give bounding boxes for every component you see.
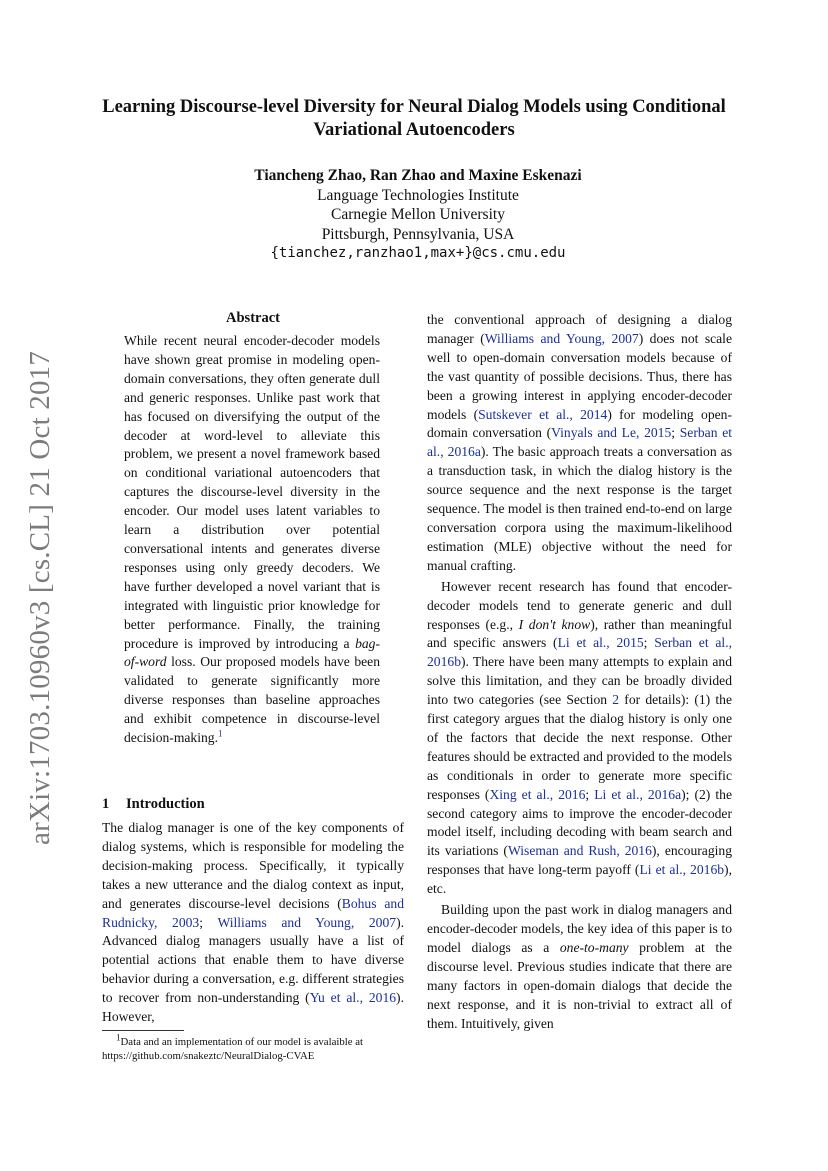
text-run: the conventional approach of designing a dialog manager ( <box>427 312 732 346</box>
text-run: ; <box>643 635 655 651</box>
affiliation-institute: Language Technologies Institute <box>317 186 519 204</box>
right-paragraph-1 <box>427 311 732 576</box>
citation-link[interactable]: Williams and Young, 2007 <box>484 330 639 346</box>
footnote-marker-link[interactable]: 1 <box>218 728 223 739</box>
right-paragraph-3 <box>427 901 732 1033</box>
citation-link[interactable]: Li et al., 2015 <box>557 635 644 651</box>
citation-link[interactable]: Serban et al., 2016b <box>427 635 733 670</box>
text-run: ); (2) the second category aims to improve the encoder-decoder model itself, including decoding with beam search and its variations ( <box>427 786 732 859</box>
section-heading <box>102 796 205 813</box>
footnote-divider <box>102 1030 184 1031</box>
emphasis: I don't know <box>518 616 591 632</box>
text-run: Building upon the past work in dialog managers and encoder-decoder models, the key idea of this paper is to model dialogs as a <box>427 902 732 955</box>
citation-link[interactable]: Williams and Young, 2007 <box>217 914 397 930</box>
arxiv-side-stamp: arXiv:1703.10960v3 [cs.CL] 21 Oct 2017 <box>24 350 56 845</box>
citation-link[interactable]: Li et al., 2016b <box>639 862 725 878</box>
footnote <box>102 1032 406 1063</box>
citation-link[interactable]: Li et al., 2016a <box>594 786 682 802</box>
emphasis: one-to-many <box>559 939 629 955</box>
footnote-url[interactable]: https://github.com/snakeztc/NeuralDialog-CVAE <box>102 1050 315 1062</box>
text-run: ), rather than meaningful and specific answers ( <box>427 616 732 651</box>
footnote-line-1: Data and an implementation of our model is avalaible at <box>120 1036 364 1048</box>
citation-link[interactable]: Yu et al., 2016 <box>309 990 397 1006</box>
text-run: ). Advanced dialog managers usually have a list of potential actions that enable them to have diverse behavior during a conversation, e.g. different strategies to recover from non-understanding ( <box>102 914 404 1006</box>
text-run: ), encouraging responses that have long-term payoff ( <box>427 843 733 878</box>
text-run: problem at the discourse level. Previous studies indicate that there are many factors in open-domain dialogs that decide the next response, and it is non-trivial to extract all of them. Intuitively, given <box>427 939 732 1031</box>
citation-link[interactable]: Vinyals and Le, 2015 <box>551 425 672 441</box>
affiliation-location: Pittsburgh, Pennsylvania, USA <box>321 225 515 243</box>
text-run: ), etc. <box>427 862 732 897</box>
citation-link[interactable]: Bohus and Rudnicky, 2003 <box>102 895 404 930</box>
author-names: Tiancheng Zhao, Ran Zhao and Maxine Eskenazi <box>254 167 582 184</box>
text-run: ; <box>585 786 595 802</box>
text-run: The dialog manager is one of the key components of dialog systems, which is responsible for modeling the decision-making process. Specifically, it typically takes a new utterance and the dialog context as input, and generates discourse-level decisions ( <box>102 820 404 911</box>
abstract-part-2: loss. Our proposed models have been validated to generate significantly more diverse responses than baseline approaches and exhibit competence in discourse-level decision-making. <box>124 654 380 746</box>
citation-link[interactable]: Wiseman and Rush, 2016 <box>507 843 652 859</box>
right-column-text <box>427 311 732 1033</box>
section-number: 1 <box>102 796 110 812</box>
intro-paragraph-left <box>102 819 404 1027</box>
citation-link[interactable]: Serban et al., 2016a <box>427 425 733 460</box>
abstract-emphasis: bag-of-word <box>124 635 380 670</box>
abstract-text <box>124 332 380 748</box>
abstract-part-1: While recent neural encoder-decoder models have shown great promise in modeling open-domain conversations, they often generate dull and generic responses. Unlike past work that has focused on diversifying the output of the decoder at word-level to alleviate this problem, we present a novel framework based on conditional variational autoencoders that captures the discourse-level diversity in the encoder. Our model uses latent variables to learn a distribution over potential conversational intents and generates diverse responses using only greedy decoders. We have further developed a novel variant that is integrated with linguistic prior knowledge for better performance. Finally, the training procedure is improved by introducing a <box>124 333 380 651</box>
citation-link[interactable]: Sutskever et al., 2014 <box>478 406 608 422</box>
text-run: for details): (1) the first category argues that the dialog history is only one of the factors that decide the next response. Other features should be extracted and provided to the models as conditionals in order to generate more specific responses ( <box>427 692 732 802</box>
text-run: ) for modeling open-domain conversation ( <box>427 406 732 441</box>
citation-link[interactable]: Xing et al., 2016 <box>489 786 586 802</box>
text-run: ; <box>671 425 680 441</box>
text-run: ; <box>199 914 218 930</box>
text-run: ). The basic approach treats a conversation as a transduction task, in which the dialog history is the source sequence and the next response is the target sequence. The model is then trained end-to-end on large conversation corpora using the maximum-likelihood estimation (MLE) objective without the need for manual crafting. <box>427 444 732 573</box>
text-run: ). However, <box>102 990 404 1025</box>
footnote-number: 1 <box>116 1032 121 1043</box>
text-run: ). There have been many attempts to explain and solve this limitation, and they can be broadly divided into two categories (see Section <box>427 654 732 708</box>
text-run: ) does not scale well to open-domain conversation models because of the vast quantity of possible decisions. Thus, there has been a growing interest in applying encoder-decoder models ( <box>427 330 732 422</box>
right-paragraph-2 <box>427 578 732 899</box>
section-title: Introduction <box>126 796 205 812</box>
affiliation-university: Carnegie Mellon University <box>331 206 505 223</box>
paper-title: Learning Discourse-level Diversity for Neural Dialog Models using Conditional Variational Autoencoders <box>102 97 726 140</box>
author-block <box>160 166 676 264</box>
author-email: {tianchez,ranzhao1,max+}@cs.cmu.edu <box>270 245 566 261</box>
section-reference-link[interactable]: 2 <box>612 692 620 708</box>
text-run: However recent research has found that encoder-decoder models tend to generate generic and dull responses (e.g., <box>427 578 732 632</box>
abstract-heading: Abstract <box>226 310 280 326</box>
